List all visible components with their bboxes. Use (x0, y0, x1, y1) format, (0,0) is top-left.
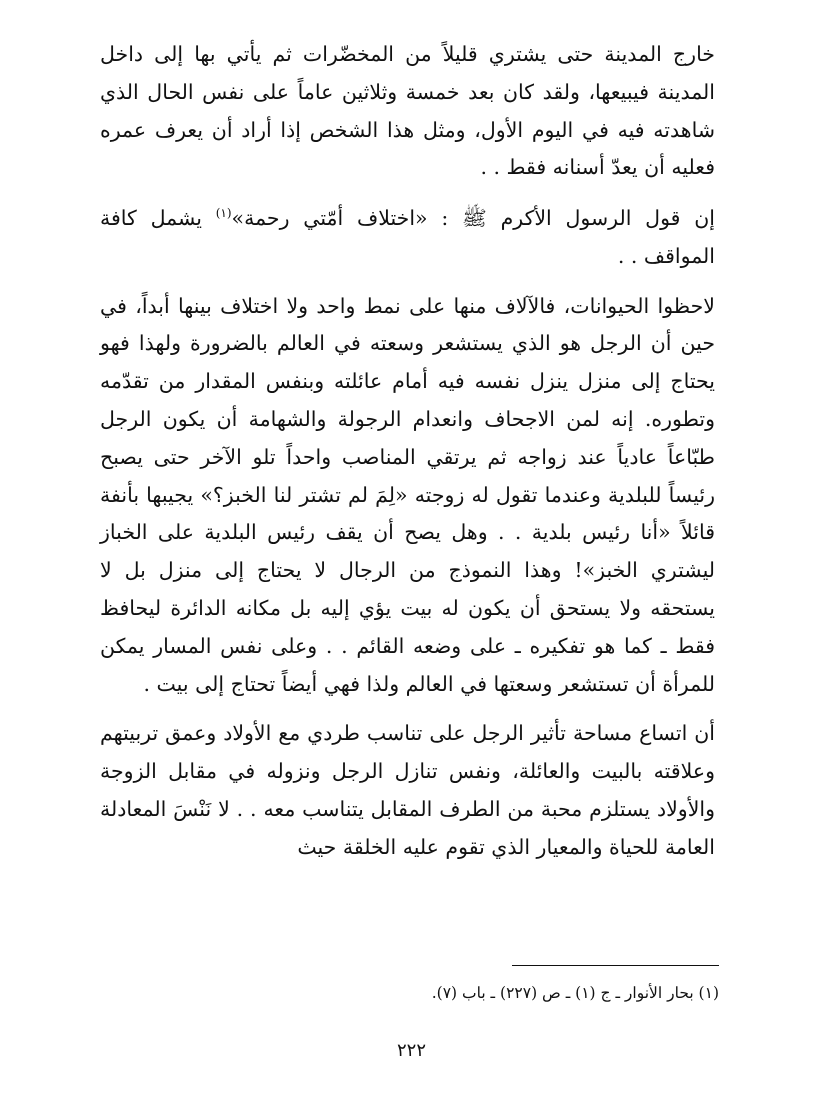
paragraph-3: لاحظوا الحيوانات، فالآلاف منها على نمط واحد ولا اختلاف بينها أبداً، في حين أن الرجل هو الذي يستشعر وسعته في العالم بالضرورة ولهذا فهو يحتاج إلى منزل ينزل نفسه فيه أمام عائلته وبنفس المقدار من تقدّمه وتطوره. إنه لمن الاجحاف وانعدام الرجولة والشهامة أن يكون الرجل طبّاعاً عادياً عند زواجه ثم يرتقي المناصب واحداً تلو الآخر حتى يصبح رئيساً للبلدية وعندما تقول له زوجته «لِمَ لم تشتر لنا الخبز؟» يجيبها بأنفة قائلاً «أنا رئيس بلدية . . وهل يصح أن يقف رئيس البلدية على الخباز ليشتري الخبز»! وهذا النموذج من الرجال لا يحتاج إلى منزل بل لا يستحقه ولا يستحق أن يكون له بيت يؤي إليه بل مكانه الدائرة ليحافظ فقط ـ كما هو تفكيره ـ على وضعه القائم . . وعلى نفس المسار يمكن للمرأة أن تستشعر وسعتها في العالم ولذا فهي أيضاً تحتاج إلى بيت . (100, 293, 715, 696)
paragraph-2 (100, 195, 715, 275)
paragraph-2-text-end: يشمل كافة المواقف . . (100, 206, 715, 268)
footnote-divider (512, 965, 719, 966)
footnote: (١) بحار الأنوار ـ ج (١) ـ ص (٢٢٧) ـ باب (٧). (431, 984, 719, 1002)
page-body (100, 36, 715, 867)
paragraph-4: أن اتساع مساحة تأثير الرجل على تناسب طردي مع الأولاد وعمق تربيتهم وعلاقته بالبيت والعائلة، ونفس تنازل الرجل ونزوله في مقابل الزوجة والأولاد يستلزم محبة من الطرف المقابل يتناسب معه . . لا نَنْسَ المعادلة العامة للحياة والمعيار الذي تقوم عليه الخلقة حيث (100, 721, 715, 859)
paragraph-1: خارج المدينة حتى يشتري قليلاً من المخضّرات ثم يأتي بها إلى داخل المدينة فيبيعها، ولقد كان بعد خمسة وثلاثين عاماً على نفس الحال الذي شاهدته فيه في اليوم الأول، ومثل هذا الشخص إذا أراد أن يعرف عمره فعليه أن يعدّ أسنانه فقط . . (100, 42, 715, 180)
page-number: ٢٢٢ (396, 1040, 426, 1061)
paragraph-2-text-start: إن قول الرسول الأكرم ﷺ : «اختلاف أمّتي رحمة» (231, 206, 715, 231)
footnote-reference: (١) (215, 206, 232, 221)
